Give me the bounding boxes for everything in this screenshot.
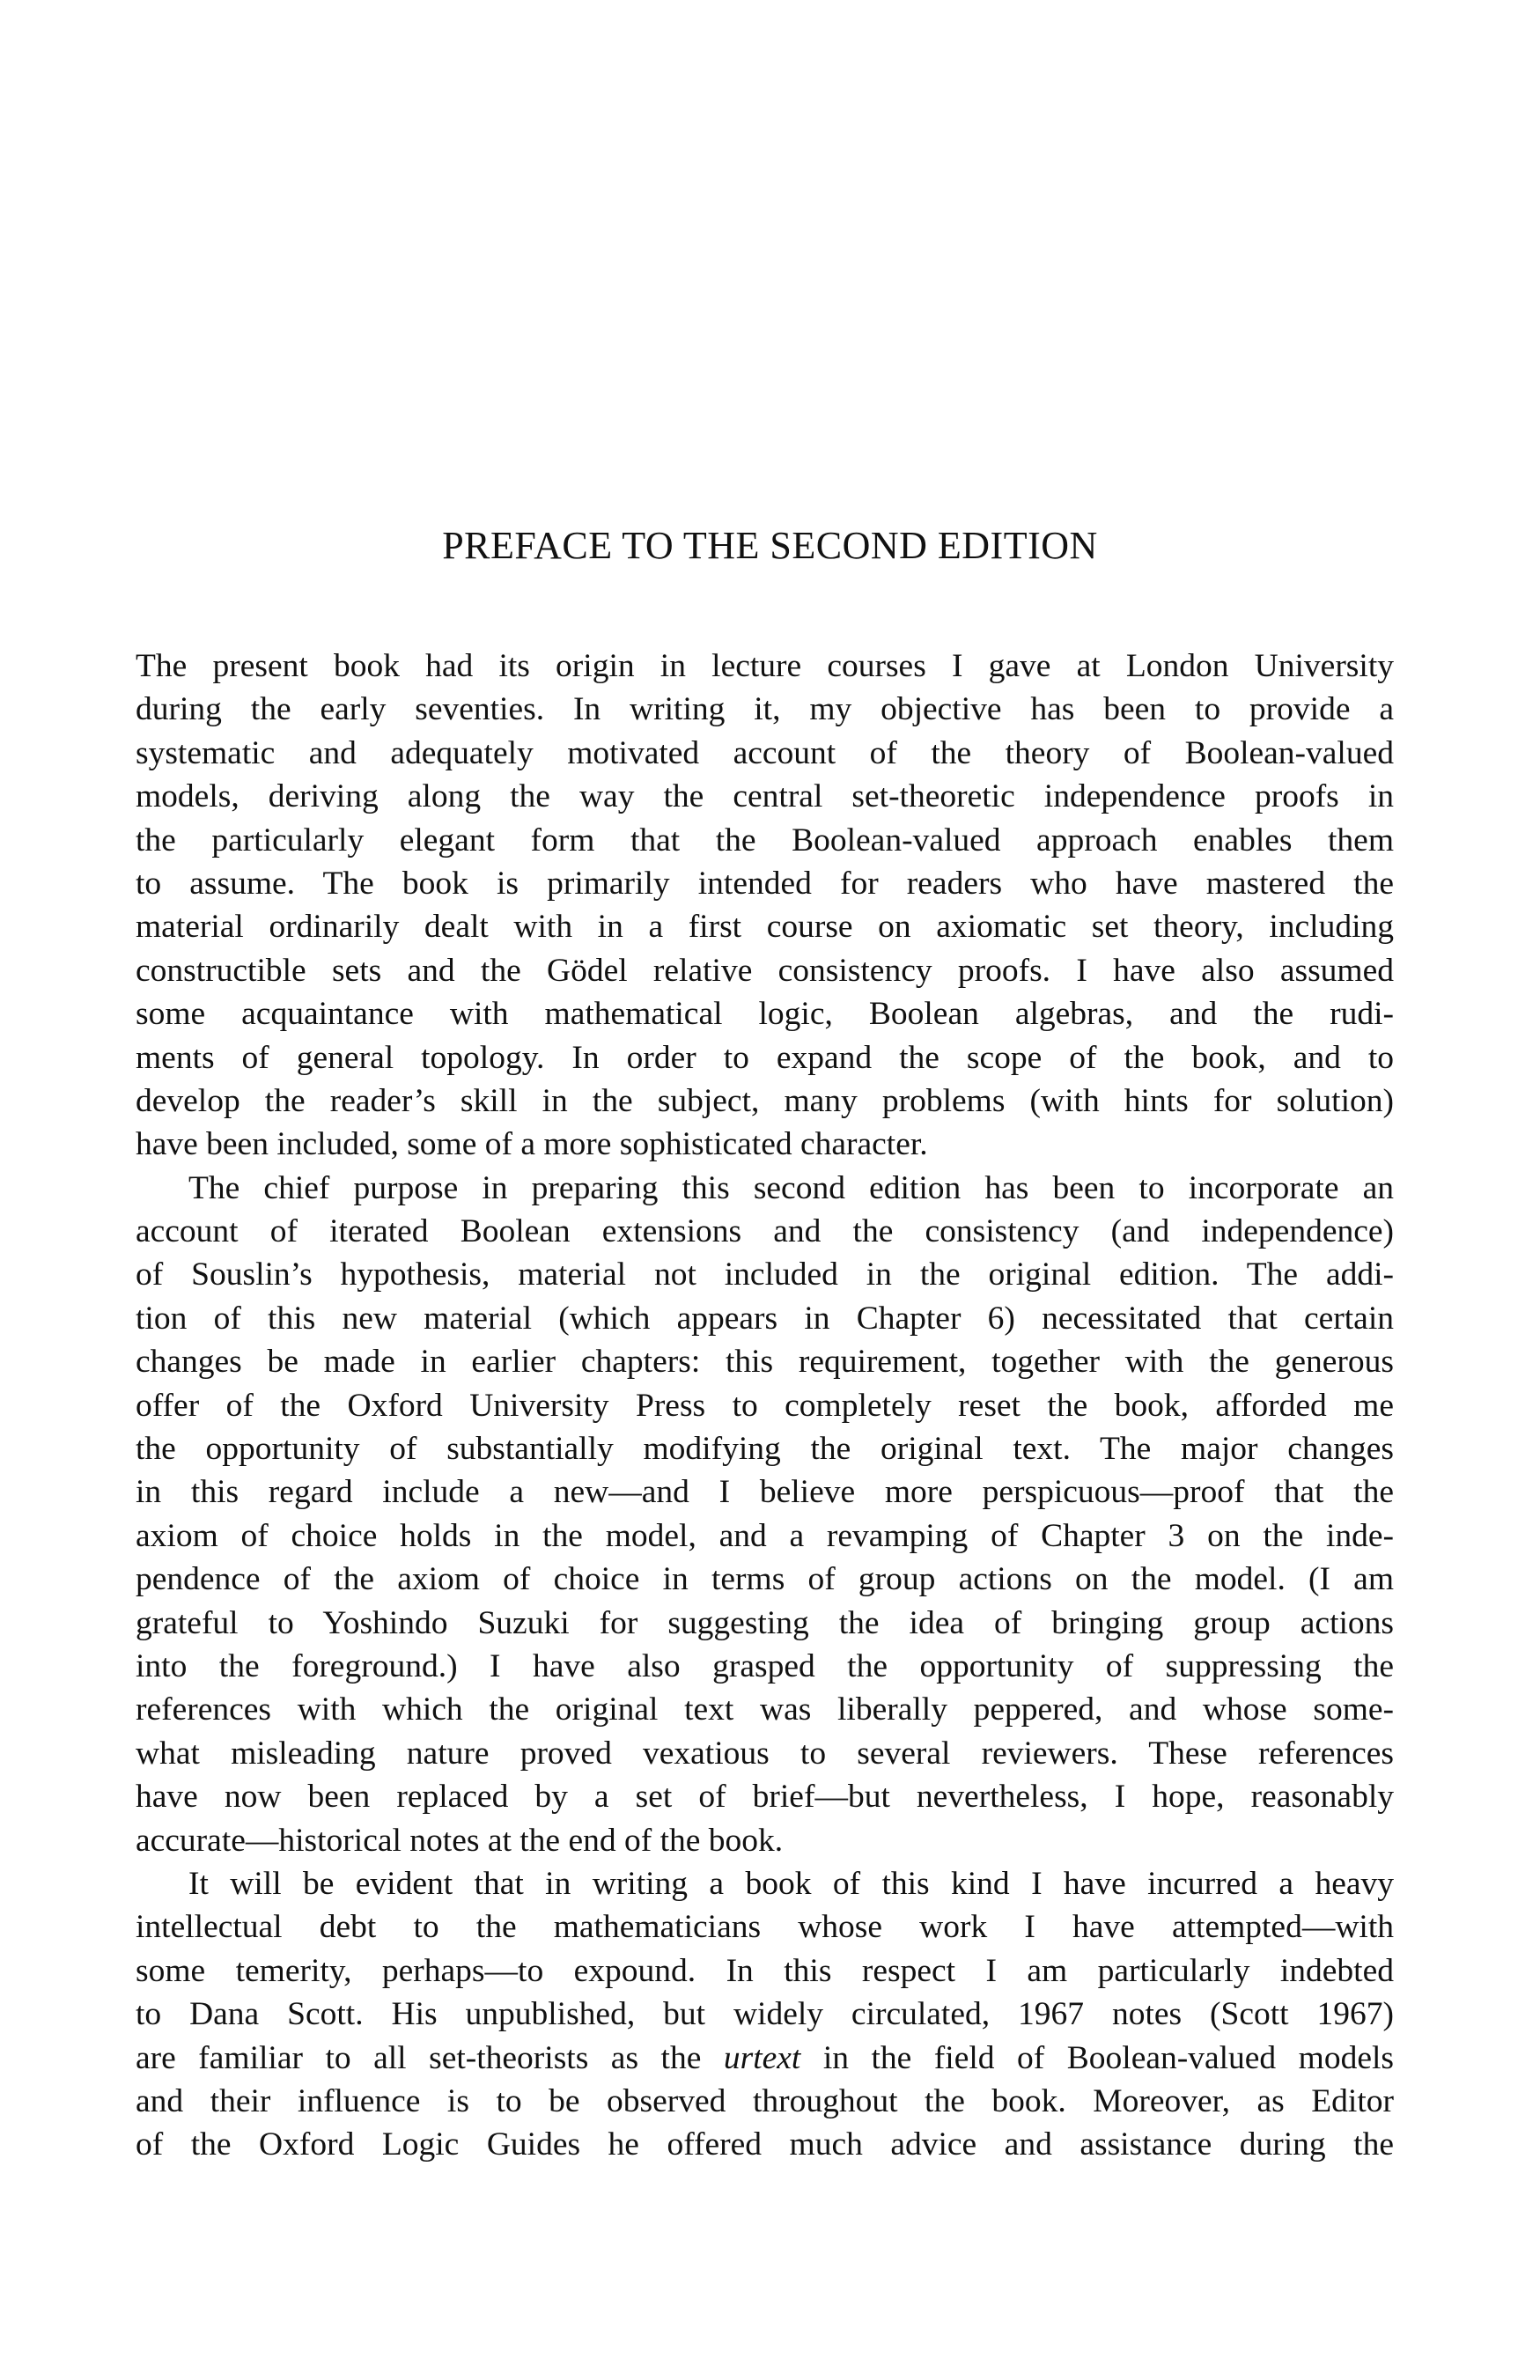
page-title: PREFACE TO THE SECOND EDITION bbox=[442, 524, 1098, 567]
text-line: material ordinarily dealt with in a first course on axiomatic set theory, including bbox=[136, 909, 1394, 946]
text-line: systematic and adequately motivated account of the theory of Boolean-valued bbox=[136, 734, 1394, 771]
text-line: some temerity, perhaps—to expound. In this respect I am particularly indebted bbox=[136, 1952, 1394, 1989]
preface-body bbox=[136, 645, 1394, 2167]
text-line: ments of general topology. In order to expand the scope of the book, and to bbox=[136, 1039, 1394, 1076]
paragraph-1 bbox=[136, 645, 1394, 1167]
text-line: It will be evident that in writing a book of this kind I have incurred a heavy bbox=[188, 1865, 1394, 1902]
urtext-emphasis: urtext bbox=[723, 2039, 801, 2076]
text-line: pendence of the axiom of choice in terms of group actions on the model. (I am bbox=[136, 1561, 1394, 1598]
text-line-urtext bbox=[136, 2037, 1394, 2080]
text-line: The chief purpose in preparing this second edition has been to incorporate an bbox=[188, 1169, 1394, 1206]
urtext-line-before: are familiar to all set-theorists as the bbox=[136, 2039, 724, 2076]
text-line: of Souslin’s hypothesis, material not included in the original edition. The addi- bbox=[136, 1256, 1394, 1293]
text-line: the particularly elegant form that the Boolean-valued approach enables them bbox=[136, 822, 1394, 858]
text-line: accurate—historical notes at the end of the book. bbox=[136, 1822, 784, 1859]
text-line: some acquaintance with mathematical logic, Boolean algebras, and the rudi- bbox=[136, 996, 1394, 1033]
paragraph-2 bbox=[136, 1167, 1394, 1862]
text-line: into the foreground.) I have also grasped the opportunity of suppressing the bbox=[136, 1647, 1394, 1684]
text-line: offer of the Oxford University Press to completely reset the book, afforded me bbox=[136, 1387, 1394, 1424]
text-line: to Dana Scott. His unpublished, but widely circulated, 1967 notes (Scott 1967) bbox=[136, 1996, 1394, 2033]
text-line: The present book had its origin in lecture courses I gave at London University bbox=[136, 648, 1394, 684]
text-line: account of iterated Boolean extensions and the consistency (and independence) bbox=[136, 1213, 1394, 1250]
text-line: references with which the original text was liberally peppered, and whose some- bbox=[136, 1691, 1394, 1728]
text-line: during the early seventies. In writing it, my objective has been to provide a bbox=[136, 691, 1394, 728]
text-line: grateful to Yoshindo Suzuki for suggesting the idea of bringing group actions bbox=[136, 1604, 1394, 1641]
text-line: models, deriving along the way the central set-theoretic independence proofs in bbox=[136, 778, 1394, 815]
text-line: what misleading nature proved vexatious to several reviewers. These references bbox=[136, 1735, 1394, 1772]
text-line: of the Oxford Logic Guides he offered much advice and assistance during the bbox=[136, 2126, 1394, 2163]
text-line: have now been replaced by a set of brief—but nevertheless, I hope, reasonably bbox=[136, 1779, 1394, 1816]
text-line: constructible sets and the Gödel relative consistency proofs. I have also assumed bbox=[136, 952, 1394, 989]
urtext-line-after: in the field of Boolean-valued models bbox=[800, 2039, 1394, 2076]
text-line: intellectual debt to the mathematicians whose work I have attempted—with bbox=[136, 1909, 1394, 1946]
text-line: in this regard include a new—and I believe more perspicuous—proof that the bbox=[136, 1474, 1394, 1511]
paragraph-3 bbox=[136, 1862, 1394, 2167]
text-line: have been included, some of a more sophisticated character. bbox=[136, 1126, 928, 1163]
text-line: to assume. The book is primarily intended for readers who have mastered the bbox=[136, 865, 1394, 902]
text-line: axiom of choice holds in the model, and a revamping of Chapter 3 on the inde- bbox=[136, 1517, 1394, 1554]
text-line: tion of this new material (which appears in Chapter 6) necessitated that certain bbox=[136, 1300, 1394, 1337]
text-line: changes be made in earlier chapters: this requirement, together with the generous bbox=[136, 1344, 1394, 1381]
text-line: and their influence is to be observed throughout the book. Moreover, as Editor bbox=[136, 2082, 1394, 2119]
text-line: the opportunity of substantially modifying the original text. The major changes bbox=[136, 1431, 1394, 1468]
text-line: develop the reader’s skill in the subject, many problems (with hints for solution) bbox=[136, 1082, 1394, 1119]
